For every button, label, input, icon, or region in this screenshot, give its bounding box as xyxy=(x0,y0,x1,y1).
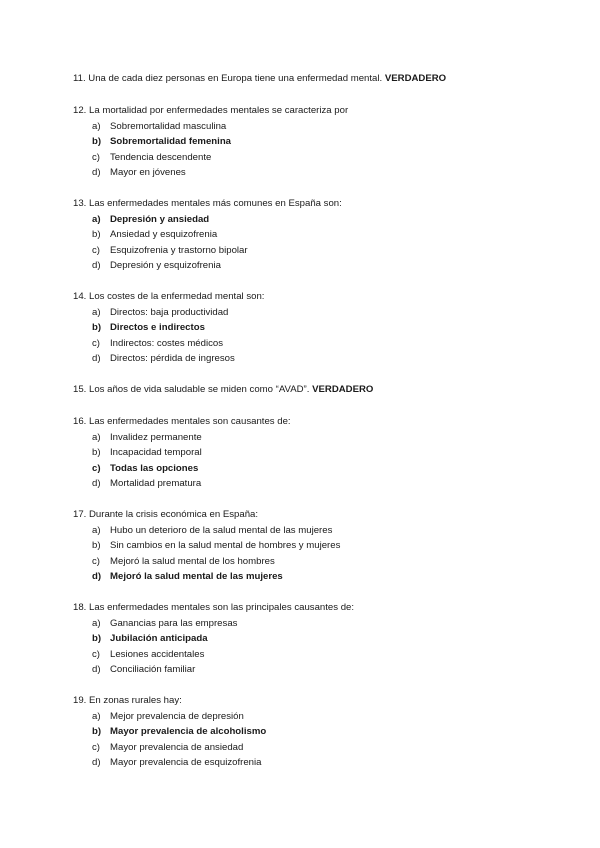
question-stem: 17. Durante la crisis económica en España: xyxy=(73,509,259,520)
option-d: d) Directos: pérdida de ingresos xyxy=(92,353,235,364)
question-stem: 12. La mortalidad por enfermedades mentales se caracteriza por xyxy=(73,105,349,116)
option-c: c) Mejoró la salud mental de los hombres xyxy=(92,555,275,567)
question-19 xyxy=(73,693,573,771)
answer-label: VERDADERO xyxy=(384,73,447,84)
question-17 xyxy=(73,507,573,585)
option-b: b) Ansiedad y esquizofrenia xyxy=(92,229,218,240)
option-b: b) Sin cambios en la salud mental de hombres y mujeres xyxy=(92,540,341,551)
option-b-correct: b) Mayor prevalencia de alcoholismo xyxy=(92,726,267,737)
option-a: a) Hubo un deterioro de la salud mental de las mujeres xyxy=(92,524,333,536)
question-16 xyxy=(73,414,573,492)
question-stem: 16. Las enfermedades mentales son causantes de: xyxy=(73,416,291,427)
option-b: b) Incapacidad temporal xyxy=(92,447,202,458)
option-d: d) Mayor prevalencia de esquizofrenia xyxy=(92,757,262,768)
question-18 xyxy=(73,600,573,678)
option-d: d) Conciliación familiar xyxy=(92,664,196,675)
option-a: a) Invalidez permanente xyxy=(92,431,202,443)
question-stem: 19. En zonas rurales hay: xyxy=(73,695,182,706)
question-stem: 13. Las enfermedades mentales más comunes en España son: xyxy=(73,198,342,209)
option-a: a) Sobremortalidad masculina xyxy=(92,120,227,132)
option-d: d) Depresión y esquizofrenia xyxy=(92,260,221,271)
option-b-correct: b) Sobremortalidad femenina xyxy=(92,136,232,147)
question-12 xyxy=(73,103,573,181)
option-a: a) Mejor prevalencia de depresión xyxy=(92,710,244,722)
option-d-correct: d) Mejoró la salud mental de las mujeres xyxy=(92,571,283,582)
option-a: a) Ganancias para las empresas xyxy=(92,617,238,629)
question-stem: 14. Los costes de la enfermedad mental son: xyxy=(73,291,265,302)
question-stem: 15. Los años de vida saludable se miden como “AVAD”. VERDADERO xyxy=(73,384,374,395)
option-c-correct: c) Todas las opciones xyxy=(92,462,199,474)
answer-label: VERDADERO xyxy=(312,384,374,395)
question-stem: 11. Una de cada diez personas en Europa tiene una enfermedad mental. VERDADERO xyxy=(73,73,447,84)
option-c: c) Indirectos: costes médicos xyxy=(92,337,224,349)
option-a: a) Directos: baja productividad xyxy=(92,306,229,318)
question-15 xyxy=(73,382,573,398)
option-a-correct: a) Depresión y ansiedad xyxy=(92,213,210,225)
option-c: c) Mayor prevalencia de ansiedad xyxy=(92,741,244,753)
question-14 xyxy=(73,289,573,367)
option-c: c) Tendencia descendente xyxy=(92,151,212,163)
option-c: c) Lesiones accidentales xyxy=(92,648,205,660)
option-d: d) Mortalidad prematura xyxy=(92,478,202,489)
option-b-correct: b) Directos e indirectos xyxy=(92,322,205,333)
option-c: c) Esquizofrenia y trastorno bipolar xyxy=(92,244,248,256)
question-stem: 18. Las enfermedades mentales son las principales causantes de: xyxy=(73,602,355,613)
question-11 xyxy=(73,71,573,87)
option-b-correct: b) Jubilación anticipada xyxy=(92,633,208,644)
question-13 xyxy=(73,196,573,274)
option-d: d) Mayor en jóvenes xyxy=(92,167,186,178)
